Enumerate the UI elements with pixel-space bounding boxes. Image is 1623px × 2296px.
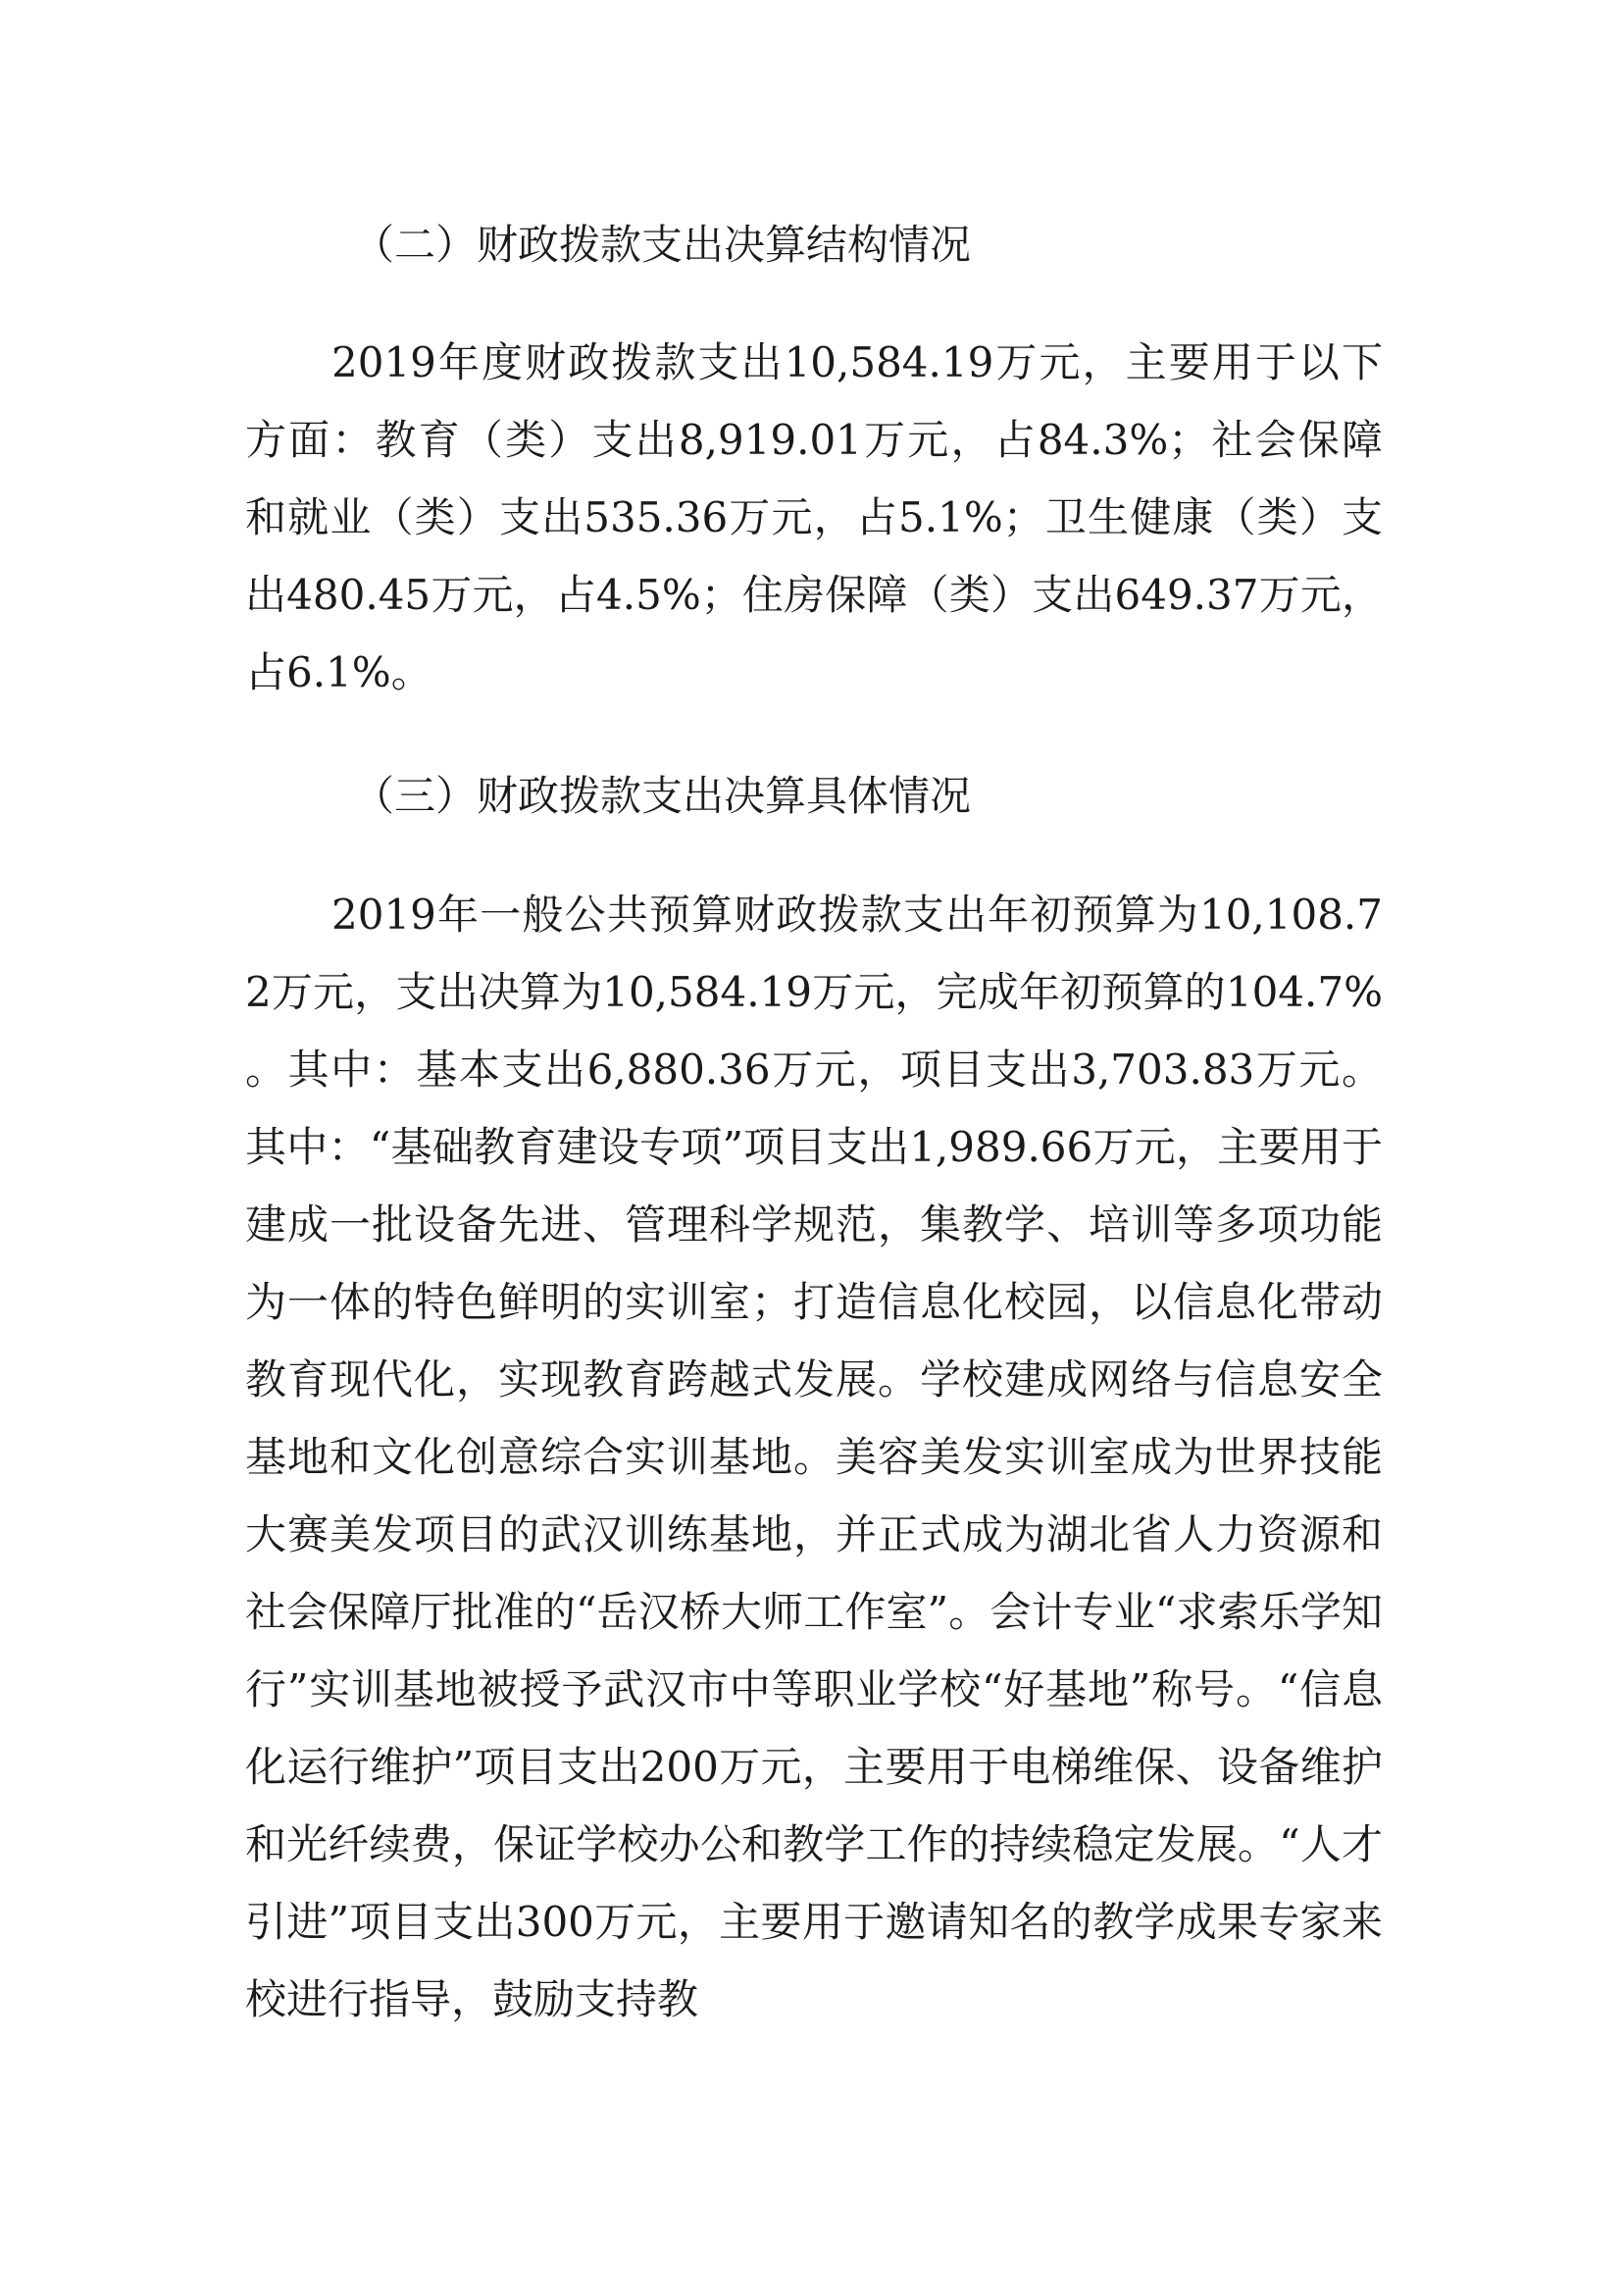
paragraph-expenditure-details: 2019年一般公共预算财政拨款支出年初预算为10,108.72万元，支出决算为10,584.19万元，完成年初预算的104.7%。其中：基本支出6,880.36万元，项目支出3,703.83万元。其中：“基础教育建设专项”项目支出1,989.66万元，主要用于建成一批设备先进、管理科学规范，集教学、培训等多项功能为一体的特色鲜明的实训室；打造信息化校园，以信息化带动教育现代化，实现教育跨越式发展。学校建成网络与信息安全基地和文化创意综合实训基地。美容美发实训室成为世界技能大赛美发项目的武汉训练基地，并正式成为湖北省人力资源和社会保障厅批准的“岳汉桥大师工作室”。会计专业“求索乐学知行”实训基地被授予武汉市中等职业学校“好基地”称号。“信息化运行维护”项目支出200万元，主要用于电梯维保、设备维护和光纤续费，保证学校办公和教学工作的持续稳定发展。“人才引进”项目支出300万元，主要用于邀请知名的教学成果专家来校进行指导，鼓励支持教 <box>245 891 1383 2023</box>
section-heading-expenditure-details: （三）财政拨款支出决算具体情况 <box>353 772 972 820</box>
section-heading-expenditure-structure: （二）财政拨款支出决算结构情况 <box>353 221 972 269</box>
paragraph-expenditure-structure: 2019年度财政拨款支出10,584.19万元，主要用于以下方面：教育（类）支出8,919.01万元，占84.3%；社会保障和就业（类）支出535.36万元，占5.1%；卫生健康（类）支出480.45万元，占4.5%；住房保障（类）支出649.37万元，占6.1%。 <box>245 338 1383 696</box>
